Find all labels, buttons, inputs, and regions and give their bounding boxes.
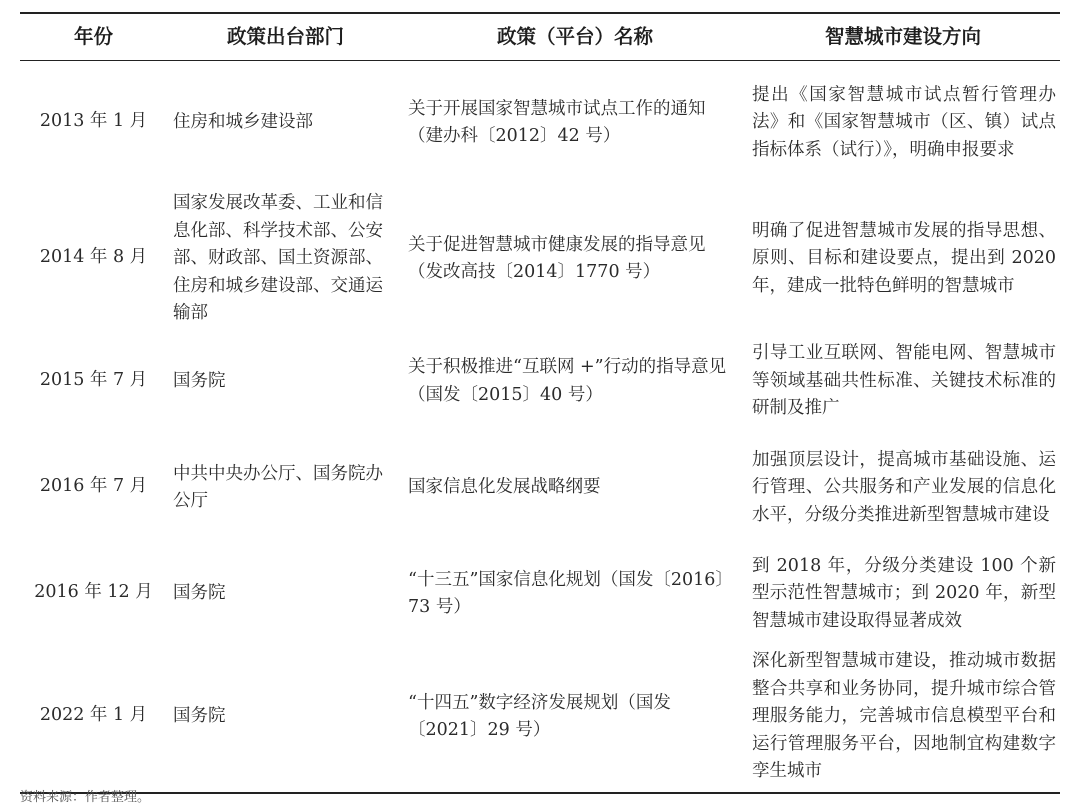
header-policy-name: 政策（平台）名称 — [496, 25, 653, 49]
cell-direction-text: 提出《国家智慧城市试点暂行管理办法》和《国家智慧城市（区、镇）试点指标体系（试行）》，明确申报要求 — [752, 84, 1056, 160]
table-row — [20, 640, 1060, 793]
header-department: 政策出台部门 — [226, 25, 344, 49]
cell-department — [167, 183, 404, 333]
cell-direction-text: 到 2018 年，分级分类建设 100 个新型示范性智慧城市；到 2020 年，新型智慧城市建设取得显著成效 — [752, 555, 1056, 631]
cell-year: 2022 年 1 月 — [39, 705, 148, 726]
cell-direction — [746, 61, 1060, 184]
cell-department-text: 国务院 — [173, 706, 226, 727]
cell-policy-name-text: 关于积极推进“互联网 +”行动的指导意见（国发〔2015〕40 号） — [408, 357, 727, 405]
table-row — [20, 546, 1060, 640]
cell-year: 2015 年 7 月 — [39, 369, 148, 390]
cell-policy-name — [404, 183, 746, 333]
cell-department — [167, 61, 404, 184]
cell-department-text: 住房和城乡建设部 — [173, 112, 313, 133]
table-header — [20, 13, 1060, 61]
cell-policy-name — [404, 640, 746, 793]
source-note: 资料来源：作者整理。 — [20, 790, 151, 805]
cell-direction — [746, 546, 1060, 640]
cell-policy-name — [404, 333, 746, 428]
cell-policy-name-text: 关于促进智慧城市健康发展的指导意见（发改高技〔2014〕1770 号） — [408, 234, 706, 282]
cell-policy-name — [404, 428, 746, 546]
table-row — [20, 183, 1060, 333]
cell-direction-text: 引导工业互联网、智能电网、智慧城市等领域基础共性标准、关键技术标准的研制及推广 — [752, 343, 1056, 419]
cell-direction — [746, 428, 1060, 546]
cell-department-text: 国务院 — [173, 583, 226, 604]
table-row — [20, 333, 1060, 428]
cell-year: 2013 年 1 月 — [39, 111, 148, 132]
cell-direction — [746, 183, 1060, 333]
cell-department — [167, 546, 404, 640]
cell-direction — [746, 640, 1060, 793]
header-direction: 智慧城市建设方向 — [824, 25, 981, 49]
cell-year: 2014 年 8 月 — [39, 247, 148, 268]
cell-policy-name-text: 关于开展国家智慧城市试点工作的通知（建办科〔2012〕42 号） — [408, 98, 706, 146]
cell-department-text: 国家发展改革委、工业和信息化部、科学技术部、公安部、财政部、国土资源部、住房和城乡建设部、交通运输部 — [173, 193, 383, 324]
cell-policy-name — [404, 61, 746, 184]
table-row — [20, 428, 1060, 546]
cell-year: 2016 年 7 月 — [39, 476, 148, 497]
cell-policy-name-text: 国家信息化发展战略纲要 — [408, 477, 601, 498]
cell-department — [167, 333, 404, 428]
cell-year: 2016 年 12 月 — [34, 582, 153, 603]
cell-direction — [746, 333, 1060, 428]
cell-policy-name-text: “十四五”数字经济发展规划（国发〔2021〕29 号） — [408, 692, 671, 740]
cell-policy-name-text: “十三五”国家信息化规划（国发〔2016〕73 号） — [408, 569, 733, 617]
cell-direction-text: 明确了促进智慧城市发展的指导思想、原则、目标和建设要点，提出到 2020 年，建成一批特色鲜明的智慧城市 — [752, 220, 1056, 296]
cell-direction-text: 深化新型智慧城市建设，推动城市数据整合共享和业务协同，提升城市综合管理服务能力，完善城市信息模型平台和运行管理服务平台，因地制宜构建数字孪生城市 — [752, 651, 1056, 782]
cell-direction-text: 加强顶层设计，提高城市基础设施、运行管理、公共服务和产业发展的信息化水平，分级分类推进新型智慧城市建设 — [752, 449, 1056, 525]
cell-department-text: 中共中央办公厅、国务院办公厅 — [173, 463, 383, 511]
header-year: 年份 — [73, 25, 113, 49]
cell-department — [167, 640, 404, 793]
table-row — [20, 61, 1060, 184]
cell-department-text: 国务院 — [173, 370, 226, 391]
cell-policy-name — [404, 546, 746, 640]
cell-department — [167, 428, 404, 546]
